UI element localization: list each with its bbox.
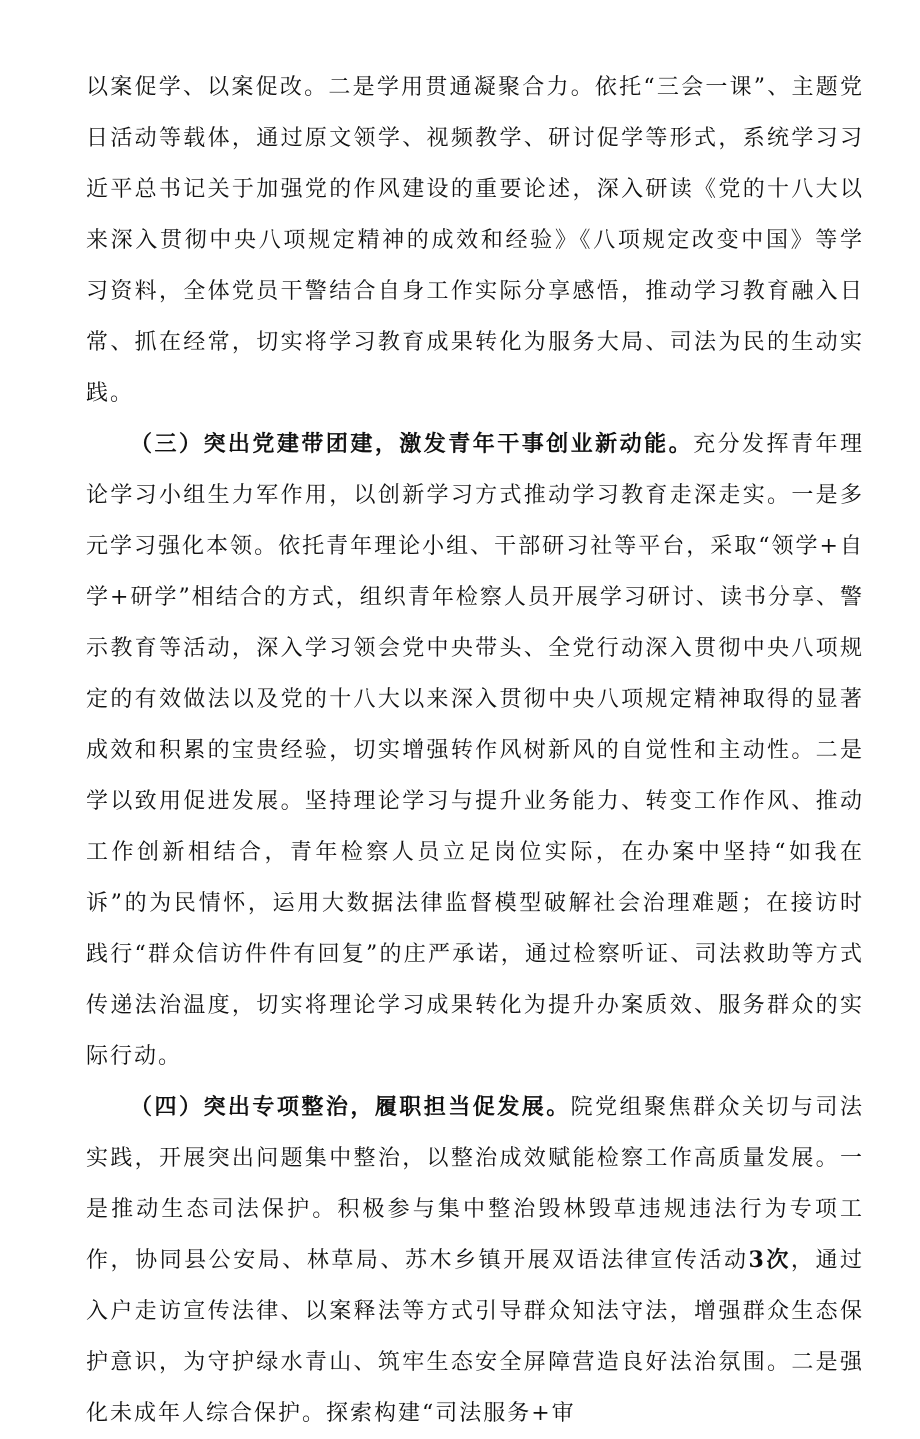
paragraph-text: 院党组聚焦群众关切与司法实践，开展突出问题集中整治，以整治成效赋能检察工作高质量发展。一是推动生态司法保护。积极参与集中整治毁林毁草违规违法行为专项工作，协同县公安局、林草局、苏木乡镇开展双语法律宣传活动 (86, 1095, 864, 1273)
emphasis-count: 3次 (748, 1247, 791, 1273)
section-heading: （三）突出党建带团建，激发青年干事创业新动能。 (130, 431, 694, 457)
paragraph-continuation (86, 62, 864, 419)
paragraph-text: ，通过入户走访宣传法律、以案释法等方式引导群众知法守法，增强群众生态保护意识，为守护绿水青山、筑牢生态安全屏障营造良好法治氛围。二是强化未成年人综合保护。探索构建“司法服务+审 (86, 1248, 864, 1426)
document-body (86, 62, 864, 1439)
paragraph-section-4 (86, 1082, 864, 1439)
paragraph-text: 充分发挥青年理论学习小组生力军作用，以创新学习方式推动学习教育走深走实。一是多元学习强化本领。依托青年理论小组、干部研习社等平台，采取“领学+自学+研学”相结合的方式，组织青年检察人员开展学习研讨、读书分享、警示教育等活动，深入学习领会党中央带头、全党行动深入贯彻中央八项规定的有效做法以及党的十八大以来深入贯彻中央八项规定精神取得的显著成效和积累的宝贵经验，切实增强转作风树新风的自觉性和主动性。二是学以致用促进发展。坚持理论学习与提升业务能力、转变工作作风、推动工作创新相结合，青年检察人员立足岗位实际，在办案中坚持“如我在诉”的为民情怀，运用大数据法律监督模型破解社会治理难题；在接访时践行“群众信访件件有回复”的庄严承诺，通过检察听证、司法救助等方式传递法治温度，切实将理论学习成果转化为提升办案质效、服务群众的实际行动。 (86, 432, 864, 1069)
section-heading: （四）突出专项整治，履职担当促发展。 (130, 1094, 571, 1120)
paragraph-section-3 (86, 419, 864, 1082)
paragraph-text: 以案促学、以案促改。二是学用贯通凝聚合力。依托“三会一课”、主题党日活动等载体，通过原文领学、视频教学、研讨促学等形式，系统学习习近平总书记关于加强党的作风建设的重要论述，深入研读《党的十八大以来深入贯彻中央八项规定精神的成效和经验》《八项规定改变中国》等学习资料，全体党员干警结合自身工作实际分享感悟，推动学习教育融入日常、抓在经常，切实将学习教育成果转化为服务大局、司法为民的生动实践。 (86, 75, 864, 406)
